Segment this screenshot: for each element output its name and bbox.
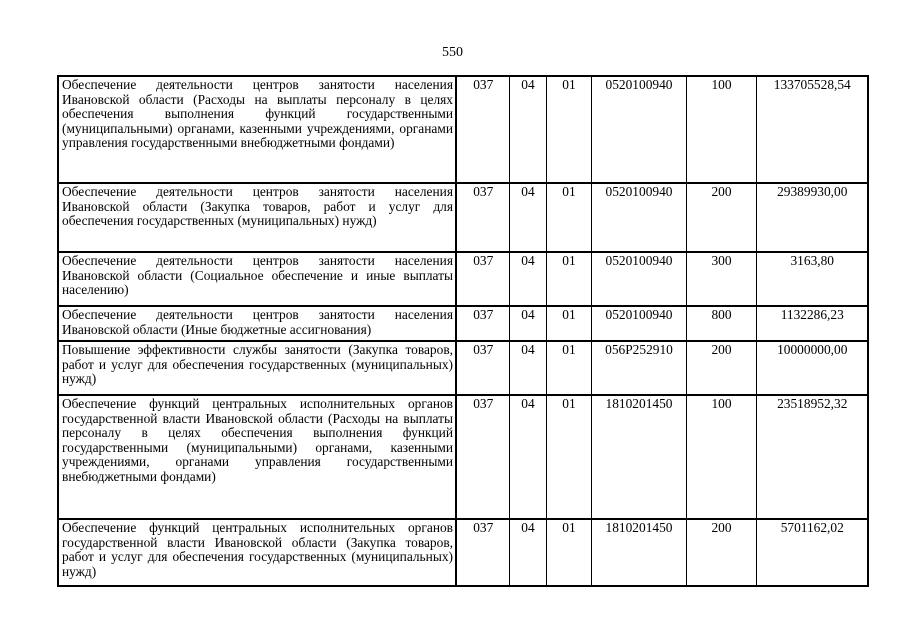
section-code: 04 xyxy=(509,395,546,519)
target-code: 056P252910 xyxy=(591,341,686,395)
row-description: Обеспечение деятельности центров занятости населения Ивановской области (Закупка товаров, работ и услуг для обеспечения государственных (муниципальных) нужд) xyxy=(58,183,456,252)
subsection-code: 01 xyxy=(546,395,591,519)
row-description: Обеспечение деятельности центров занятости населения Ивановской области (Расходы на выплаты персоналу в целях обеспечения выполнения функций государственными (муниципальными) органами, казенными учреждениями, органами управления государственными внебюджетными фондами) xyxy=(58,76,456,183)
ministry-code: 037 xyxy=(456,395,509,519)
subsection-code: 01 xyxy=(546,306,591,341)
subsection-code: 01 xyxy=(546,183,591,252)
amount: 3163,80 xyxy=(756,252,868,306)
page-number: 550 xyxy=(442,45,463,60)
row-description: Обеспечение функций центральных исполнительных органов государственной власти Ивановской области (Закупка товаров, работ и услуг для обеспечения государственных (муниципальных) нужд) xyxy=(58,519,456,586)
section-code: 04 xyxy=(509,183,546,252)
amount: 23518952,32 xyxy=(756,395,868,519)
subsection-code: 01 xyxy=(546,519,591,586)
target-code: 1810201450 xyxy=(591,519,686,586)
subsection-code: 01 xyxy=(546,341,591,395)
table-row xyxy=(58,183,868,252)
expense-type-code: 100 xyxy=(686,76,756,183)
ministry-code: 037 xyxy=(456,183,509,252)
target-code: 1810201450 xyxy=(591,395,686,519)
row-description: Обеспечение функций центральных исполнительных органов государственной власти Ивановской области (Расходы на выплаты персоналу в целях обеспечения выполнения функций государственными (муниципальными) органами, казенными учреждениями, органами управления государственными внебюджетными фондами) xyxy=(58,395,456,519)
amount: 1132286,23 xyxy=(756,306,868,341)
table-row xyxy=(58,519,868,586)
expense-type-code: 100 xyxy=(686,395,756,519)
table-row xyxy=(58,341,868,395)
table-row xyxy=(58,395,868,519)
amount: 10000000,00 xyxy=(756,341,868,395)
section-code: 04 xyxy=(509,519,546,586)
expense-type-code: 800 xyxy=(686,306,756,341)
ministry-code: 037 xyxy=(456,306,509,341)
section-code: 04 xyxy=(509,252,546,306)
amount: 5701162,02 xyxy=(756,519,868,586)
section-code: 04 xyxy=(509,306,546,341)
row-description: Повышение эффективности службы занятости (Закупка товаров, работ и услуг для обеспечения государственных (муниципальных) нужд) xyxy=(58,341,456,395)
target-code: 0520100940 xyxy=(591,306,686,341)
target-code: 0520100940 xyxy=(591,252,686,306)
subsection-code: 01 xyxy=(546,76,591,183)
ministry-code: 037 xyxy=(456,519,509,586)
ministry-code: 037 xyxy=(456,341,509,395)
table-row xyxy=(58,76,868,183)
section-code: 04 xyxy=(509,341,546,395)
budget-table xyxy=(57,75,869,587)
ministry-code: 037 xyxy=(456,252,509,306)
amount: 29389930,00 xyxy=(756,183,868,252)
subsection-code: 01 xyxy=(546,252,591,306)
expense-type-code: 200 xyxy=(686,519,756,586)
expense-type-code: 200 xyxy=(686,341,756,395)
table-row xyxy=(58,306,868,341)
table-row xyxy=(58,252,868,306)
amount: 133705528,54 xyxy=(756,76,868,183)
expense-type-code: 200 xyxy=(686,183,756,252)
target-code: 0520100940 xyxy=(591,76,686,183)
row-description: Обеспечение деятельности центров занятости населения Ивановской области (Социальное обеспечение и иные выплаты населению) xyxy=(58,252,456,306)
expense-type-code: 300 xyxy=(686,252,756,306)
row-description: Обеспечение деятельности центров занятости населения Ивановской области (Иные бюджетные ассигнования) xyxy=(58,306,456,341)
ministry-code: 037 xyxy=(456,76,509,183)
section-code: 04 xyxy=(509,76,546,183)
target-code: 0520100940 xyxy=(591,183,686,252)
